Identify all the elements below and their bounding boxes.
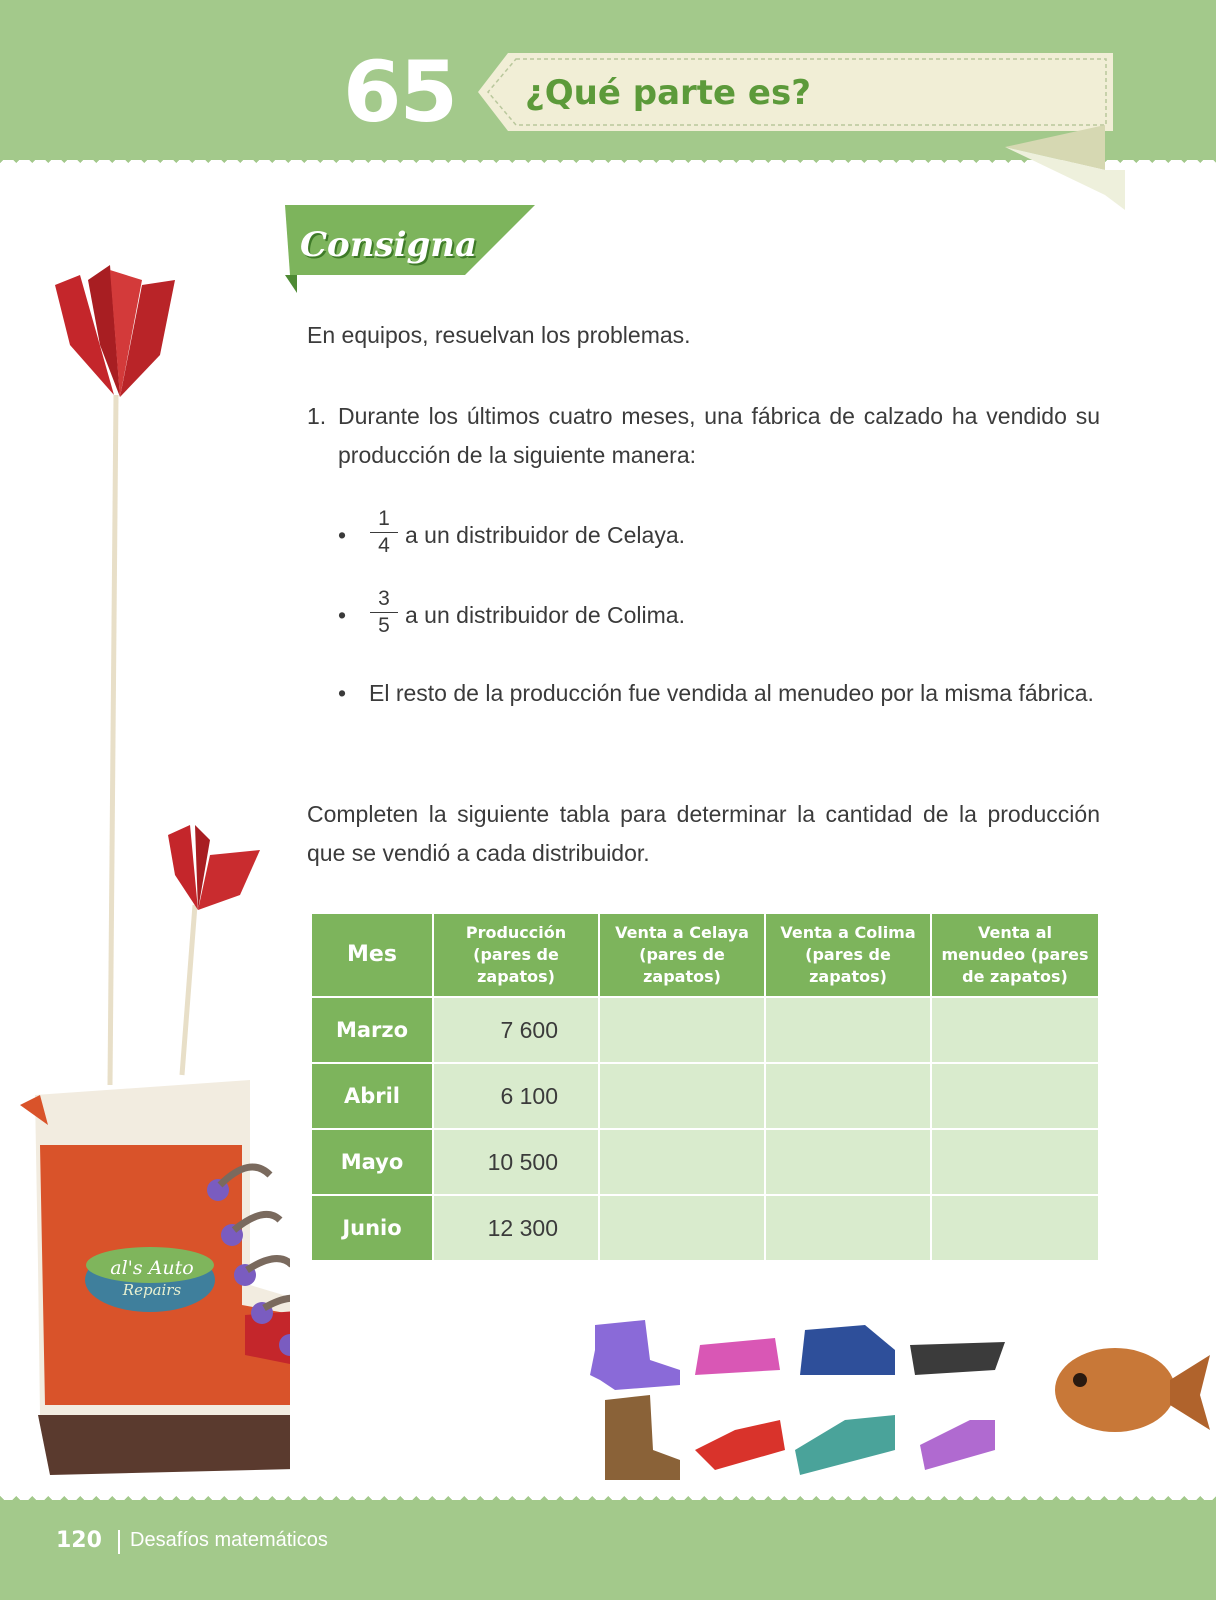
cell-produccion: 6 100	[433, 1063, 599, 1129]
cell-produccion: 7 600	[433, 997, 599, 1063]
cell-produccion: 12 300	[433, 1195, 599, 1261]
bullet-dot: •	[338, 522, 347, 548]
instruction-text: Completen la siguiente tabla para determinar la cantidad de la producción que se vendió a cada distribuidor.	[307, 801, 1100, 866]
answer-cell-celaya[interactable]	[599, 1063, 765, 1129]
bullet-text-celaya: a un distribuidor de Celaya.	[405, 522, 685, 548]
bullet-text-colima: a un distribuidor de Colima.	[405, 602, 685, 628]
shoes-and-fish-illustration	[585, 1320, 1210, 1500]
answer-cell-celaya[interactable]	[599, 1195, 765, 1261]
page-title: ¿Qué parte es?	[525, 73, 811, 113]
table-row	[311, 997, 1099, 1063]
answer-cell-menudeo[interactable]	[931, 1129, 1099, 1195]
header-venta-celaya: Venta a Celaya (pares de zapatos)	[599, 913, 765, 997]
answer-cell-celaya[interactable]	[599, 997, 765, 1063]
boot-logo-text: al's Auto	[110, 1257, 194, 1279]
fraction-denominator: 4	[378, 534, 390, 557]
book-title: Desafíos matemáticos	[130, 1529, 328, 1551]
problem-text: Durante los últimos cuatro meses, una fábrica de calzado ha vendido su producción de la siguiente manera:	[338, 403, 1100, 468]
fraction-three-fifths	[370, 587, 398, 638]
cell-mes: Marzo	[311, 997, 433, 1063]
intro-text: En equipos, resuelvan los problemas.	[307, 322, 691, 348]
fraction-numerator: 3	[370, 587, 398, 613]
fraction-one-fourth	[370, 507, 398, 558]
bullet-dot: •	[338, 602, 347, 628]
header-venta-menudeo: Venta al menudeo (pares de zapatos)	[931, 913, 1099, 997]
bullet-dot: •	[338, 680, 347, 706]
cell-mes: Mayo	[311, 1129, 433, 1195]
table-row	[311, 1063, 1099, 1129]
cell-mes: Junio	[311, 1195, 433, 1261]
boot-logo-subtext: Repairs	[122, 1281, 182, 1299]
fraction-denominator: 5	[378, 614, 390, 637]
answer-cell-menudeo[interactable]	[931, 997, 1099, 1063]
lesson-number: 65	[343, 43, 456, 141]
answer-cell-colima[interactable]	[765, 1195, 931, 1261]
answer-cell-celaya[interactable]	[599, 1129, 765, 1195]
bullet-text-menudeo: El resto de la producción fue vendida al menudeo por la misma fábrica.	[369, 680, 1094, 706]
footer-divider	[118, 1530, 120, 1554]
answer-cell-colima[interactable]	[765, 1129, 931, 1195]
boot-with-flowers-illustration	[10, 265, 290, 1500]
answer-cell-colima[interactable]	[765, 1063, 931, 1129]
page-number: 120	[56, 1528, 102, 1553]
problem-number: 1.	[307, 403, 327, 429]
table-header-row	[311, 913, 1099, 997]
sales-table	[310, 912, 1098, 1254]
consigna-label: Consigna	[300, 225, 478, 265]
cell-produccion: 10 500	[433, 1129, 599, 1195]
table-row	[311, 1129, 1099, 1195]
banner-fold-icon	[1005, 125, 1125, 210]
fraction-numerator: 1	[370, 507, 398, 533]
table-row	[311, 1195, 1099, 1261]
header-venta-colima: Venta a Colima (pares de zapatos)	[765, 913, 931, 997]
header-mes: Mes	[311, 913, 433, 997]
answer-cell-menudeo[interactable]	[931, 1063, 1099, 1129]
answer-cell-menudeo[interactable]	[931, 1195, 1099, 1261]
header-produccion: Producción (pares de zapatos)	[433, 913, 599, 997]
answer-cell-colima[interactable]	[765, 997, 931, 1063]
cell-mes: Abril	[311, 1063, 433, 1129]
